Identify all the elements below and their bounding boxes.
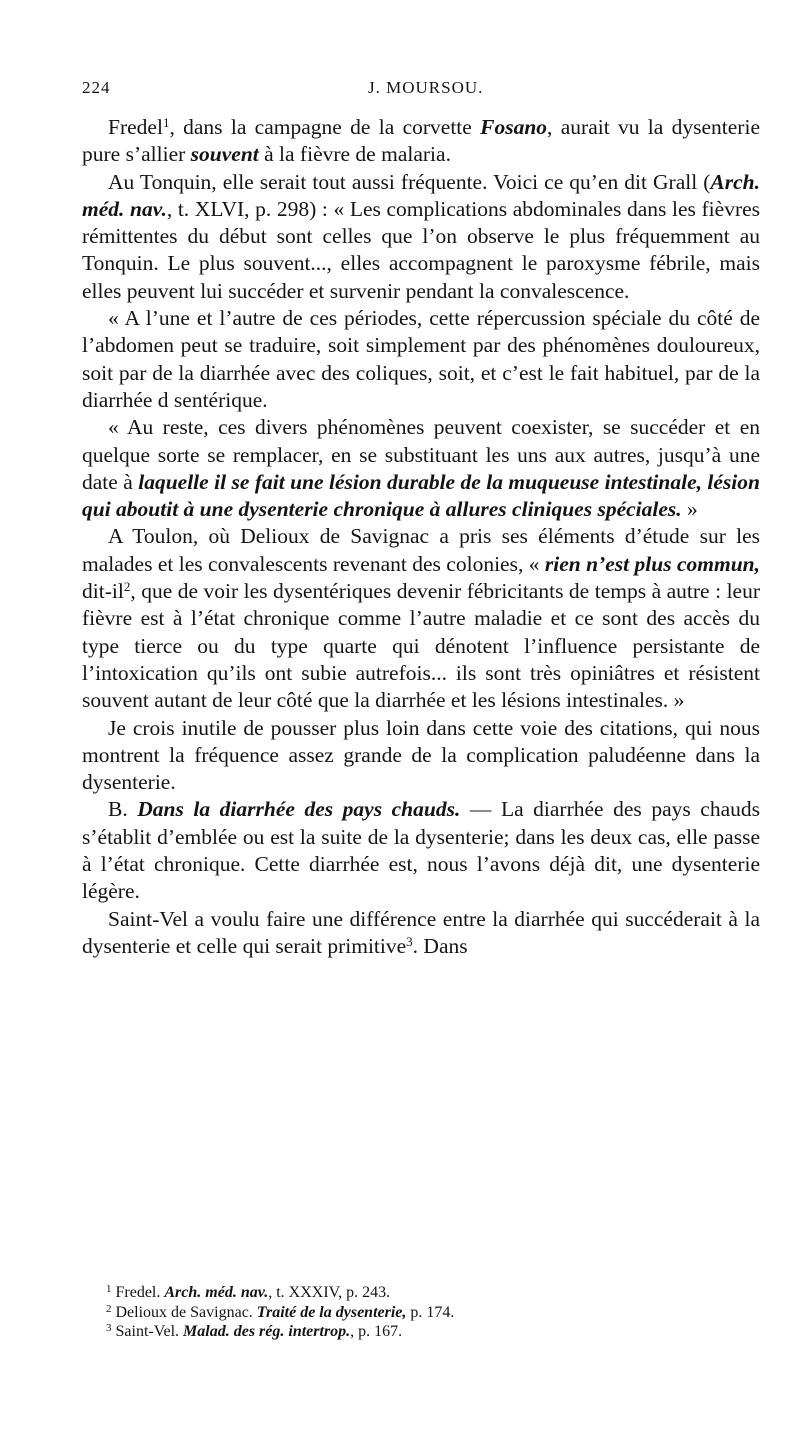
paragraph: [82, 523, 760, 714]
running-header: [82, 78, 760, 104]
footnote-ref: 3: [106, 1322, 112, 1335]
footnote-ref: 3: [406, 933, 413, 949]
text-run: p. 174.: [406, 1303, 455, 1321]
paragraph: [82, 414, 760, 523]
text-run: »: [681, 497, 698, 522]
text-run: , aurait vu la dysenterie pure s’allier: [82, 115, 760, 167]
text-run: Delioux de Savignac.: [115, 1303, 257, 1321]
footnote-ref: 2: [106, 1302, 112, 1315]
footnotes: [106, 1283, 746, 1342]
footnote-ref: 1: [162, 115, 170, 130]
page-number: 224: [82, 78, 111, 97]
text-run: Fredel: [108, 115, 163, 139]
text-run: B.: [108, 797, 138, 822]
footnote-ref: 1: [106, 1283, 112, 1295]
italic-span: laquelle il se fait une lésion durable de la muqueuse intestinale, lésion qui aboutit à une dysenterie chronique à allures cliniques spéciales.: [82, 469, 760, 522]
text-run: . Dans: [412, 933, 468, 958]
text-run: « Au reste, ces divers phénomènes peuvent coexister, se succéder et en quelque sorte se remplacer, en se substituant les uns aux autres, jusqu’à une date à: [82, 415, 760, 494]
text-run: , t. XLVI, p. 298) : « Les complications abdominales dans les fièvres rémittentes du début sont celles que l’on observe le plus fréquemment au Tonquin. Le plus souvent..., elles accompagnent le paroxysme fébrile, mais elles peuvent lui succéder et survenir pendant la convalescence.: [82, 196, 761, 303]
running-title: J. MOURSOU.: [368, 78, 484, 97]
footnote-ref: 2: [123, 579, 131, 595]
italic-span: Arch. méd. nav.: [164, 1284, 269, 1301]
text-run: , dans la campagne de la corvette: [169, 115, 481, 139]
text-run: Je crois inutile de pousser plus loin dans cette voie des citations, qui nous montrent la fréquence assez grande de la complication paludéenne dans la dysenterie.: [82, 715, 760, 795]
text-run: dit-il: [82, 579, 124, 604]
text-run: Au Tonquin, elle serait tout aussi fréquente. Voici ce qu’en dit Grall (: [108, 169, 711, 194]
text-run: , p. 167.: [350, 1323, 403, 1341]
text-run: , t. XXXIV, p. 243.: [268, 1284, 391, 1301]
footnote: [106, 1303, 746, 1323]
italic-span: Fosano: [480, 115, 548, 139]
paragraph: [82, 715, 760, 797]
paragraph: [82, 906, 760, 961]
text-run: « A l’une et l’autre de ces périodes, cette répercussion spéciale du côté de l’abdomen peut se traduire, soit simplement par des phénomènes douloureux, soit par de la diarrhée avec des coliques, soit, et c’est le fait habituel, par de la diarrhée d sentérique.: [82, 306, 760, 412]
text-run: Fredel.: [115, 1284, 165, 1301]
footnote: [106, 1322, 746, 1342]
italic-span: rien n’est plus commun,: [544, 551, 760, 576]
paragraph: [82, 114, 760, 169]
italic-span: Malad. des rég. intertrop.: [183, 1323, 351, 1341]
italic-span: Dans la diarrhée des pays chauds.: [137, 797, 461, 822]
footnote: [106, 1283, 746, 1303]
text-run: Saint-Vel.: [115, 1323, 184, 1341]
italic-span: Traité de la dysenterie,: [256, 1303, 407, 1321]
italic-span: souvent: [190, 142, 259, 167]
paragraph: [82, 305, 760, 414]
paragraph: [82, 169, 760, 305]
text-run: A Toulon, où Delioux de Savignac a pris ses éléments d’étude sur les malades et les convalescents revenant des colonies, «: [82, 524, 760, 576]
body-text: [82, 114, 760, 960]
italic-span: Arch. méd. nav.: [82, 169, 760, 221]
text-run: , que de voir les dysentériques devenir fébricitants de temps à autre : leur fièvre est à l’état chronique comme l’autre maladie et ce sont des accès du type tierce ou du type quarte qui dénotent l’influence persistante de l’intoxication qu’ils ont subie autrefois... ils sont très opiniâtres et résistent souvent autant de leur côté que la diarrhée et les lésions intestinales. »: [82, 579, 760, 713]
paragraph: [82, 796, 760, 905]
text-run: Saint-Vel a voulu faire une différence entre la diarrhée qui succéderait à la dysenterie et celle qui serait primitive: [82, 906, 760, 958]
text-run: — La diarrhée des pays chauds s’établit d’emblée ou est la suite de la dysenterie; dans les deux cas, elle passe à l’état chronique. Cette diarrhée est, nous l’avons déjà dit, une dysenterie légère.: [82, 797, 760, 904]
text-run: à la fièvre de malaria.: [258, 142, 451, 167]
